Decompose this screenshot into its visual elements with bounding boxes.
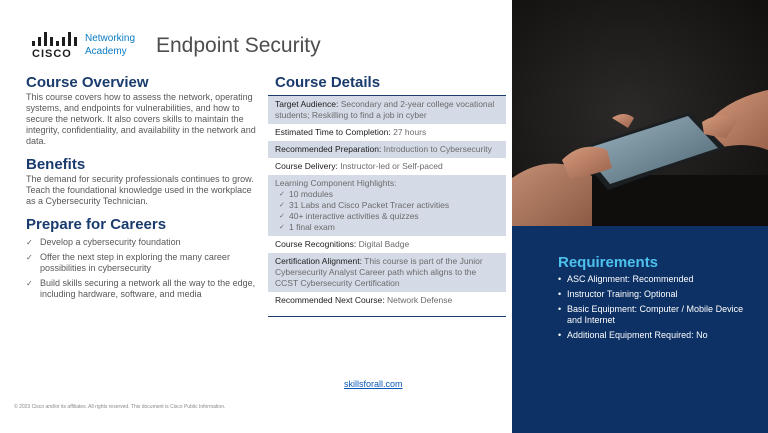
requirement-text: ASC Alignment: Recommended [567, 274, 694, 284]
list-item [558, 330, 754, 341]
recognition-label: Course Recognitions: [275, 239, 357, 249]
bullet-icon: • [558, 274, 562, 284]
target-audience-label: Target Audience: [275, 99, 339, 109]
cisco-logo [32, 32, 88, 62]
check-icon: ✓ [26, 279, 33, 288]
details-title: Course Details [275, 74, 381, 91]
recognition-value: Digital Badge [356, 239, 410, 249]
target-audience-value: Secondary and 2-year college vocational students; Reskilling to find a job in cyber [275, 99, 495, 120]
careers-title: Prepare for Careers [26, 216, 167, 233]
requirement-text: Basic Equipment: Computer / Mobile Device and Internet [567, 304, 744, 325]
delivery-label: Course Delivery: [275, 161, 338, 171]
check-icon: ✓ [26, 238, 33, 247]
highlight-text: 1 final exam [289, 222, 335, 232]
list-item [26, 237, 258, 248]
time-label: Estimated Time to Completion: [275, 127, 391, 137]
bullet-icon: • [558, 289, 562, 299]
certification-value: This course is part of the Junior Cybersecurity Analyst Career path which aligns to the CCST Cybersecurity Certification [275, 256, 483, 288]
check-icon: ✓ [279, 213, 285, 220]
highlight-text: 31 Labs and Cisco Packet Tracer activities [289, 200, 450, 210]
highlights-label: Learning Component Highlights: [275, 178, 397, 188]
highlight-text: 10 modules [289, 189, 333, 199]
page-title: Endpoint Security [156, 34, 321, 57]
requirement-text: Additional Equipment Required: No [567, 330, 708, 340]
target-audience-row [268, 96, 506, 124]
skillsforall-link[interactable]: skillsforall.com [344, 379, 403, 389]
certification-label: Certification Alignment: [275, 256, 362, 266]
benefits-text: The demand for security professionals continues to grow. Teach the foundational knowledge used in the workplace as a Cybersecurity Technician. [26, 174, 254, 206]
cisco-wordmark: CISCO [32, 48, 72, 60]
list-item [279, 200, 499, 211]
details-table [268, 95, 506, 317]
hands-holding-tablet-photo [512, 0, 768, 226]
check-icon: ✓ [279, 224, 285, 231]
academy-line-1: Networking [85, 33, 136, 44]
benefits-title: Benefits [26, 156, 86, 173]
career-item-text: Develop a cybersecurity foundation [40, 237, 181, 247]
list-item [279, 189, 499, 200]
certification-row [268, 253, 506, 292]
next-course-value: Network Defense [384, 295, 453, 305]
overview-title: Course Overview [26, 74, 149, 91]
list-item [26, 278, 258, 300]
requirement-text: Instructor Training: Optional [567, 289, 678, 299]
check-icon: ✓ [279, 191, 285, 198]
careers-list [26, 237, 258, 300]
preparation-label: Recommended Preparation: [275, 144, 382, 154]
preparation-row [268, 141, 506, 158]
highlights-list [275, 189, 499, 233]
highlight-text: 40+ interactive activities & quizzes [289, 211, 419, 221]
preparation-value: Introduction to Cybersecurity [381, 144, 492, 154]
cisco-bars-icon [32, 32, 78, 46]
time-value: 27 hours [390, 127, 427, 137]
header [26, 20, 386, 70]
networking-academy-label [85, 32, 135, 58]
bullet-icon: • [558, 304, 562, 314]
requirements-title: Requirements [558, 254, 659, 271]
list-item [26, 252, 258, 274]
career-item-text: Build skills securing a network all the way to the edge, including hardware, software, and media [40, 278, 256, 299]
next-course-row [268, 292, 506, 316]
requirements-panel [512, 226, 768, 433]
delivery-value: Instructor-led or Self-paced [337, 161, 443, 171]
requirements-list [558, 274, 754, 341]
recognition-row [268, 236, 506, 253]
next-course-label: Recommended Next Course: [275, 295, 385, 305]
delivery-row [268, 158, 506, 175]
course-details [268, 74, 506, 317]
check-icon: ✓ [26, 253, 33, 262]
check-icon: ✓ [279, 202, 285, 209]
list-item [558, 304, 754, 326]
copyright-notice: © 2023 Cisco and/or its affiliates. All rights reserved. This document is Cisco Public Information. [14, 404, 226, 410]
academy-line-2: Academy [85, 46, 127, 57]
overview-text: This course covers how to assess the network, operating systems, and endpoints for vulnerabilities, and how to secure the network. It also covers skills to maintain the integrity, confidentiality, and availability in the network and data. [26, 92, 256, 146]
list-item [279, 211, 499, 222]
list-item [558, 274, 754, 285]
left-column [26, 74, 258, 304]
career-item-text: Offer the next step in exploring the many career possibilities in cybersecurity [40, 252, 230, 273]
highlights-row [268, 175, 506, 236]
bullet-icon: • [558, 330, 562, 340]
list-item [558, 289, 754, 300]
list-item [279, 222, 499, 233]
tablet-photo-illustration [512, 0, 768, 226]
time-row [268, 124, 506, 141]
